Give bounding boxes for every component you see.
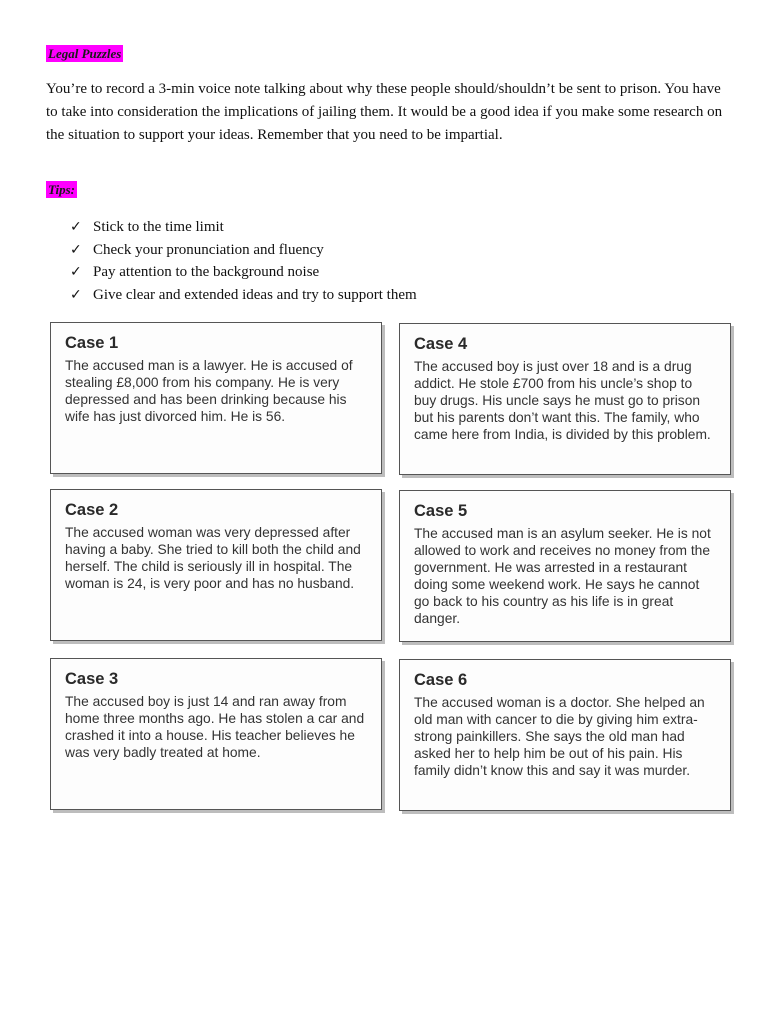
checkmark-icon: ✓ — [70, 286, 82, 303]
tip-text: Pay attention to the background noise — [93, 264, 320, 281]
tip-text: Check your pronunciation and fluency — [93, 241, 324, 258]
checkmark-icon: ✓ — [70, 241, 82, 258]
case-description: The accused boy is just 14 and ran away from home three months ago. He has stolen a car and crashed it into a house. His teacher believes he was very badly treated at home. — [65, 694, 365, 760]
tip-item — [70, 284, 417, 307]
case-title: Case 4 — [414, 335, 468, 353]
case-card-6 — [399, 659, 731, 811]
case-title: Case 1 — [65, 334, 119, 352]
instructions-paragraph: You’re to record a 3-min voice note talking about why these people should/shouldn’t be sent to prison. You have to take into consideration the implications of jailing them. It would be a good idea if you make some research on the situation to support your ideas. Remember that you need to be impartial. — [46, 81, 723, 143]
case-description: The accused man is an asylum seeker. He is not allowed to work and receives no money from the government. He was arrested in a restaurant doing some weekend work. He says he cannot go back to his country as his life is in great danger. — [414, 526, 711, 626]
page-title: Legal Puzzles — [48, 46, 122, 61]
case-description: The accused boy is just over 18 and is a drug addict. He stole £700 from his uncle’s shop to buy drugs. His uncle says he must go to prison but his parents don’t want this. The family, who came here from India, is divided by this problem. — [414, 359, 711, 442]
tips-list — [70, 216, 417, 306]
case-title: Case 3 — [65, 670, 119, 688]
tip-item — [70, 261, 417, 284]
case-card-2 — [50, 489, 382, 641]
case-description: The accused woman was very depressed after having a baby. She tried to kill both the child and herself. The child is seriously ill in hospital. The woman is 24, is very poor and has no husband. — [65, 525, 361, 591]
case-description: The accused man is a lawyer. He is accused of stealing £8,000 from his company. He is very depressed and has been drinking because his wife has just divorced him. He is 56. — [65, 358, 353, 424]
tip-text: Give clear and extended ideas and try to support them — [93, 286, 417, 303]
tips-heading: Tips: — [48, 182, 75, 197]
checkmark-icon: ✓ — [70, 264, 82, 281]
tip-item — [70, 216, 417, 239]
case-card-1 — [50, 322, 382, 474]
case-card-5 — [399, 490, 731, 642]
case-card-4 — [399, 323, 731, 475]
checkmark-icon: ✓ — [70, 219, 82, 235]
case-title: Case 2 — [65, 501, 119, 519]
case-title: Case 5 — [414, 502, 468, 520]
case-description: The accused woman is a doctor. She helped an old man with cancer to die by giving him extra-strong painkillers. She says the old man had asked her to help him be out of his pain. His family didn’t know this and say it was murder. — [414, 695, 705, 778]
case-title: Case 6 — [414, 671, 468, 689]
tip-item — [70, 239, 417, 262]
tip-text: Stick to the time limit — [93, 219, 224, 235]
case-card-3 — [50, 658, 382, 810]
